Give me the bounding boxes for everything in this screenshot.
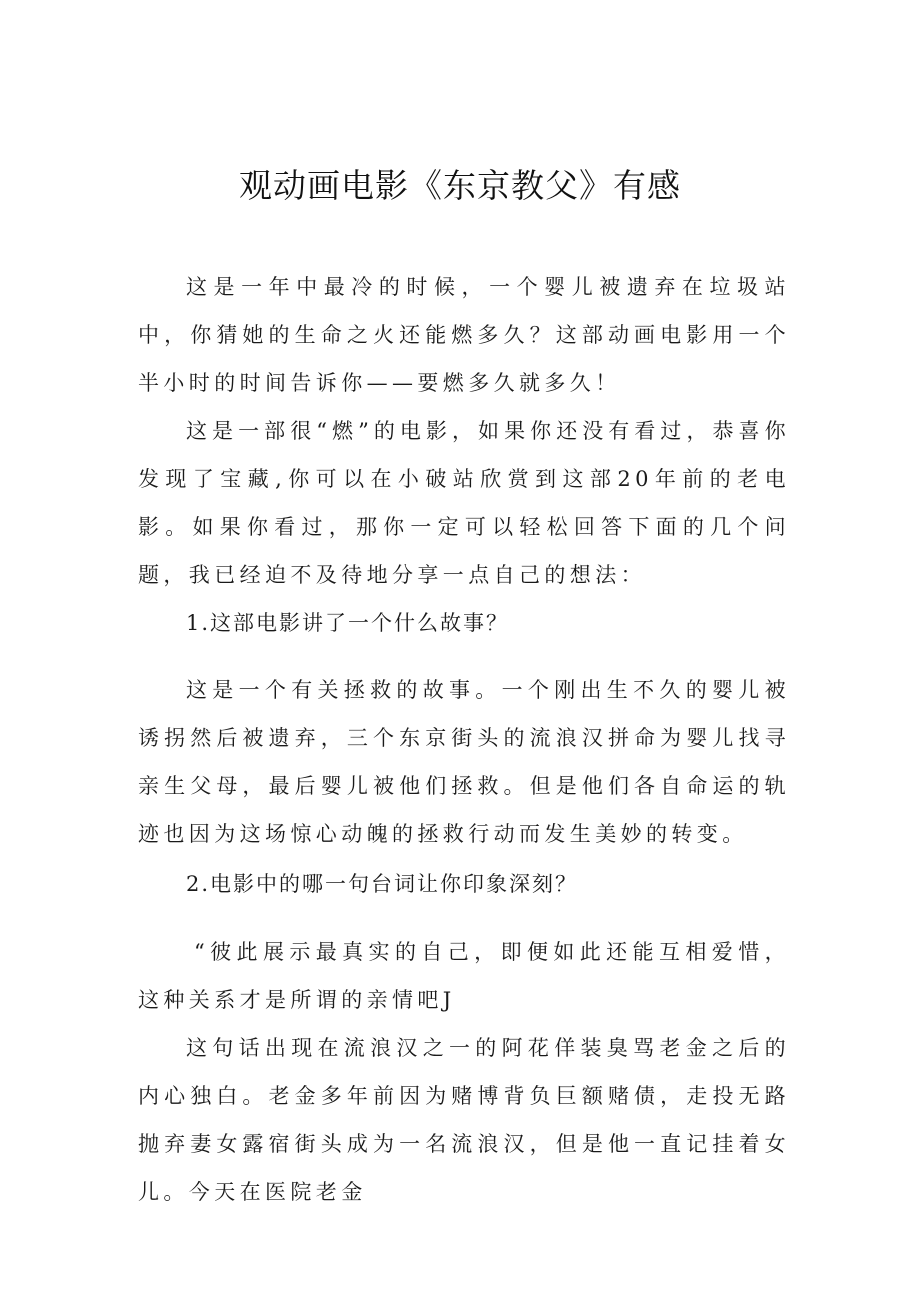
paragraph-intro: 这是一年中最冷的时候，一个婴儿被遗弃在垃圾站中，你猜她的生命之火还能燃多久？这部动画电影用一个半小时的时间告诉你——要燃多久就多久！ [138, 275, 790, 395]
paragraph-explanation: 这句话出现在流浪汉之一的阿花佯装臭骂老金之后的内心独白。老金多年前因为赌博背负巨额赌债，走投无路抛弃妻女露宿街头成为一名流浪汉，但是他一直记挂着女儿。今天在医院老金 [138, 1036, 790, 1204]
paragraph-recommendation: 这是一部很“燃”的电影，如果你还没有看过，恭喜你发现了宝藏,你可以在小破站欣赏到这部20年前的老电影。如果你看过，那你一定可以轻松回答下面的几个问题，我已经迫不及待地分享一点自己的想法： [138, 419, 790, 587]
paragraph-quote: “彼此展示最真实的自己，即便如此还能互相爱惜，这种关系才是所谓的亲情吧J [138, 940, 790, 1012]
document-title: 观动画电影《东京教父》有感 [239, 166, 681, 205]
paragraph-story: 这是一个有关拯救的故事。一个刚出生不久的婴儿被诱拐然后被遗弃，三个东京街头的流浪汉拼命为婴儿找寻亲生父母，最后婴儿被他们拯救。但是他们各自命运的轨迹也因为这场惊心动魄的拯救行动而发生美妙的转变。 [138, 678, 790, 846]
question-1: 1.这部电影讲了一个什么故事？ [186, 611, 510, 635]
question-2: 2.电影中的哪一句台词让你印象深刻？ [186, 872, 579, 896]
